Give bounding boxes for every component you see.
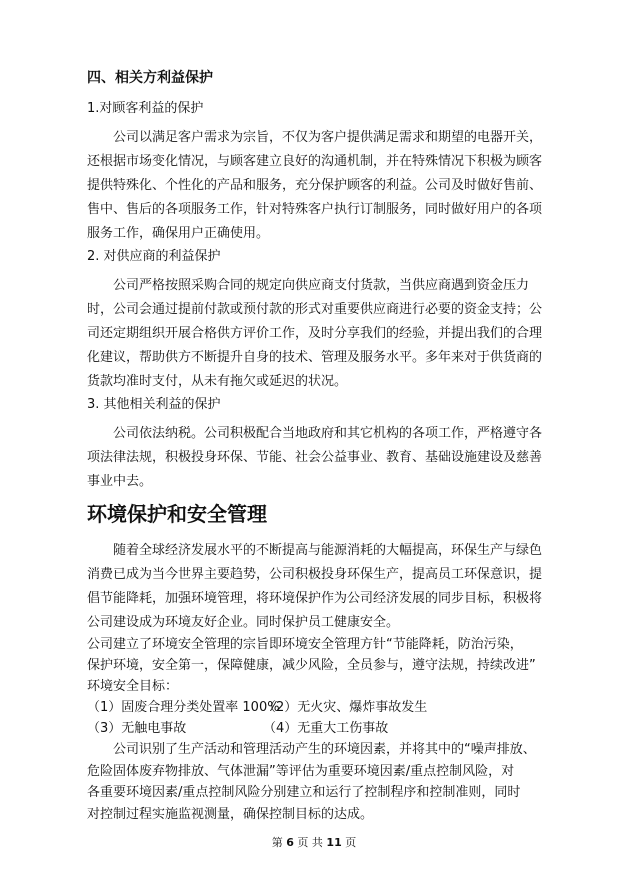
section-heading-environment: 环境保护和安全管理: [87, 502, 267, 526]
footer-prefix: 第: [271, 836, 283, 849]
paragraph-environment-intro: [87, 539, 549, 635]
text-line: 提供特殊化、个性化的产品和服务，充分保护顾客的利益。公司及时做好售前、: [87, 178, 543, 193]
goal-item: （4）无重大工伤事故: [263, 721, 389, 736]
text-line: 随着全球经济发展水平的不断提高与能源消耗的大幅提高，环保生产与绿色: [113, 543, 543, 558]
goals-row: [87, 718, 549, 739]
text-line: 服务工作，确保用户正确使用。: [87, 226, 270, 241]
page-total: 11: [326, 836, 342, 849]
text-line: 各重要环境因素/重点控制风险分别建立和运行了控制程序和控制准则，同时: [87, 785, 521, 800]
text-line: 公司识别了生产活动和管理活动产生的环境因素，并将其中的“噪声排放、: [113, 742, 536, 757]
text-line: 消费已成为当今世界主要趋势，公司积极投身环保生产，提高员工环保意识，提: [87, 567, 543, 582]
text-line: 倡节能降耗，加强环境管理，将环境保护作为公司经济发展的同步目标，积极将: [87, 591, 543, 606]
text-line: 公司建设成为环境友好企业。同时保护员工健康安全。: [87, 615, 400, 630]
paragraph-environment-policy: [87, 634, 557, 697]
subsection-title-suppliers: 2. 对供应商的利益保护: [87, 249, 221, 264]
goals-row: [87, 697, 549, 718]
text-line: 化建议，帮助供方不断提升自身的技术、管理及服务水平。多年来对于供货商的: [87, 350, 543, 365]
text-line: 还根据市场变化情况，与顾客建立良好的沟通机制，并在特殊情况下积极为顾客: [87, 154, 543, 169]
text-line: 售中、售后的各项服务工作，针对特殊客户执行订制服务，同时做好用户的各项: [87, 202, 543, 217]
goal-item: （3）无触电事故: [87, 721, 187, 736]
text-line: 对控制过程实施监视测量，确保控制目标的达成。: [87, 806, 374, 822]
section-heading: 四、相关方利益保护: [87, 70, 213, 86]
text-line: 时，公司会通过提前付款或预付款的形式对重要供应商进行必要的资金支持；公: [87, 302, 543, 317]
goal-item: （1）固废合理分类处置率 100%: [87, 700, 280, 715]
text-line: 公司建立了环境安全管理的宗旨即环境安全管理方针“节能降耗，防治污染，: [87, 637, 523, 652]
page-number: 6: [286, 836, 294, 849]
page-footer: [0, 836, 628, 850]
paragraph-customers: [87, 126, 549, 246]
text-line: 保护环境，安全第一，保障健康，减少风险，全员参与，遵守法规，持续改进”: [87, 658, 536, 673]
goal-item: （2）无火灾、爆炸事故发生: [263, 700, 428, 715]
text-line: 货款均准时支付，从未有拖欠或延迟的状况。: [87, 374, 348, 389]
subsection-title-customers: 1.对顾客利益的保护: [87, 101, 204, 116]
goals-list: [87, 697, 549, 739]
text-line: 事业中去。: [87, 474, 153, 489]
text-line: 公司依法纳税。公司积极配合当地政府和其它机构的各项工作，严格遵守各: [113, 426, 543, 441]
text-line: 司还定期组织开展合格供方评价工作，及时分享我们的经验，并提出我们的合理: [87, 326, 543, 341]
text-line: 公司以满足客户需求为宗旨，不仅为客户提供满足需求和期望的电器开关，: [113, 130, 543, 145]
footer-middle: 页 共: [297, 836, 323, 849]
footer-suffix: 页: [345, 836, 357, 849]
text-line: 环境安全目标：: [87, 679, 179, 694]
subsection-title-others: 3. 其他相关利益的保护: [87, 397, 221, 412]
paragraph-suppliers: [87, 274, 549, 394]
paragraph-others: [87, 422, 549, 494]
paragraph-environment-factors: [87, 739, 549, 825]
text-line: 项法律法规，积极投身环保、节能、社会公益事业、教育、基础设施建设及慈善: [87, 450, 543, 465]
text-line: 危险固体废弃物排放、气体泄漏”等评估为重要环境因素/重点控制风险，对: [87, 763, 515, 779]
text-line: 公司严格按照采购合同的规定向供应商支付货款，当供应商遇到资金压力: [113, 278, 530, 293]
